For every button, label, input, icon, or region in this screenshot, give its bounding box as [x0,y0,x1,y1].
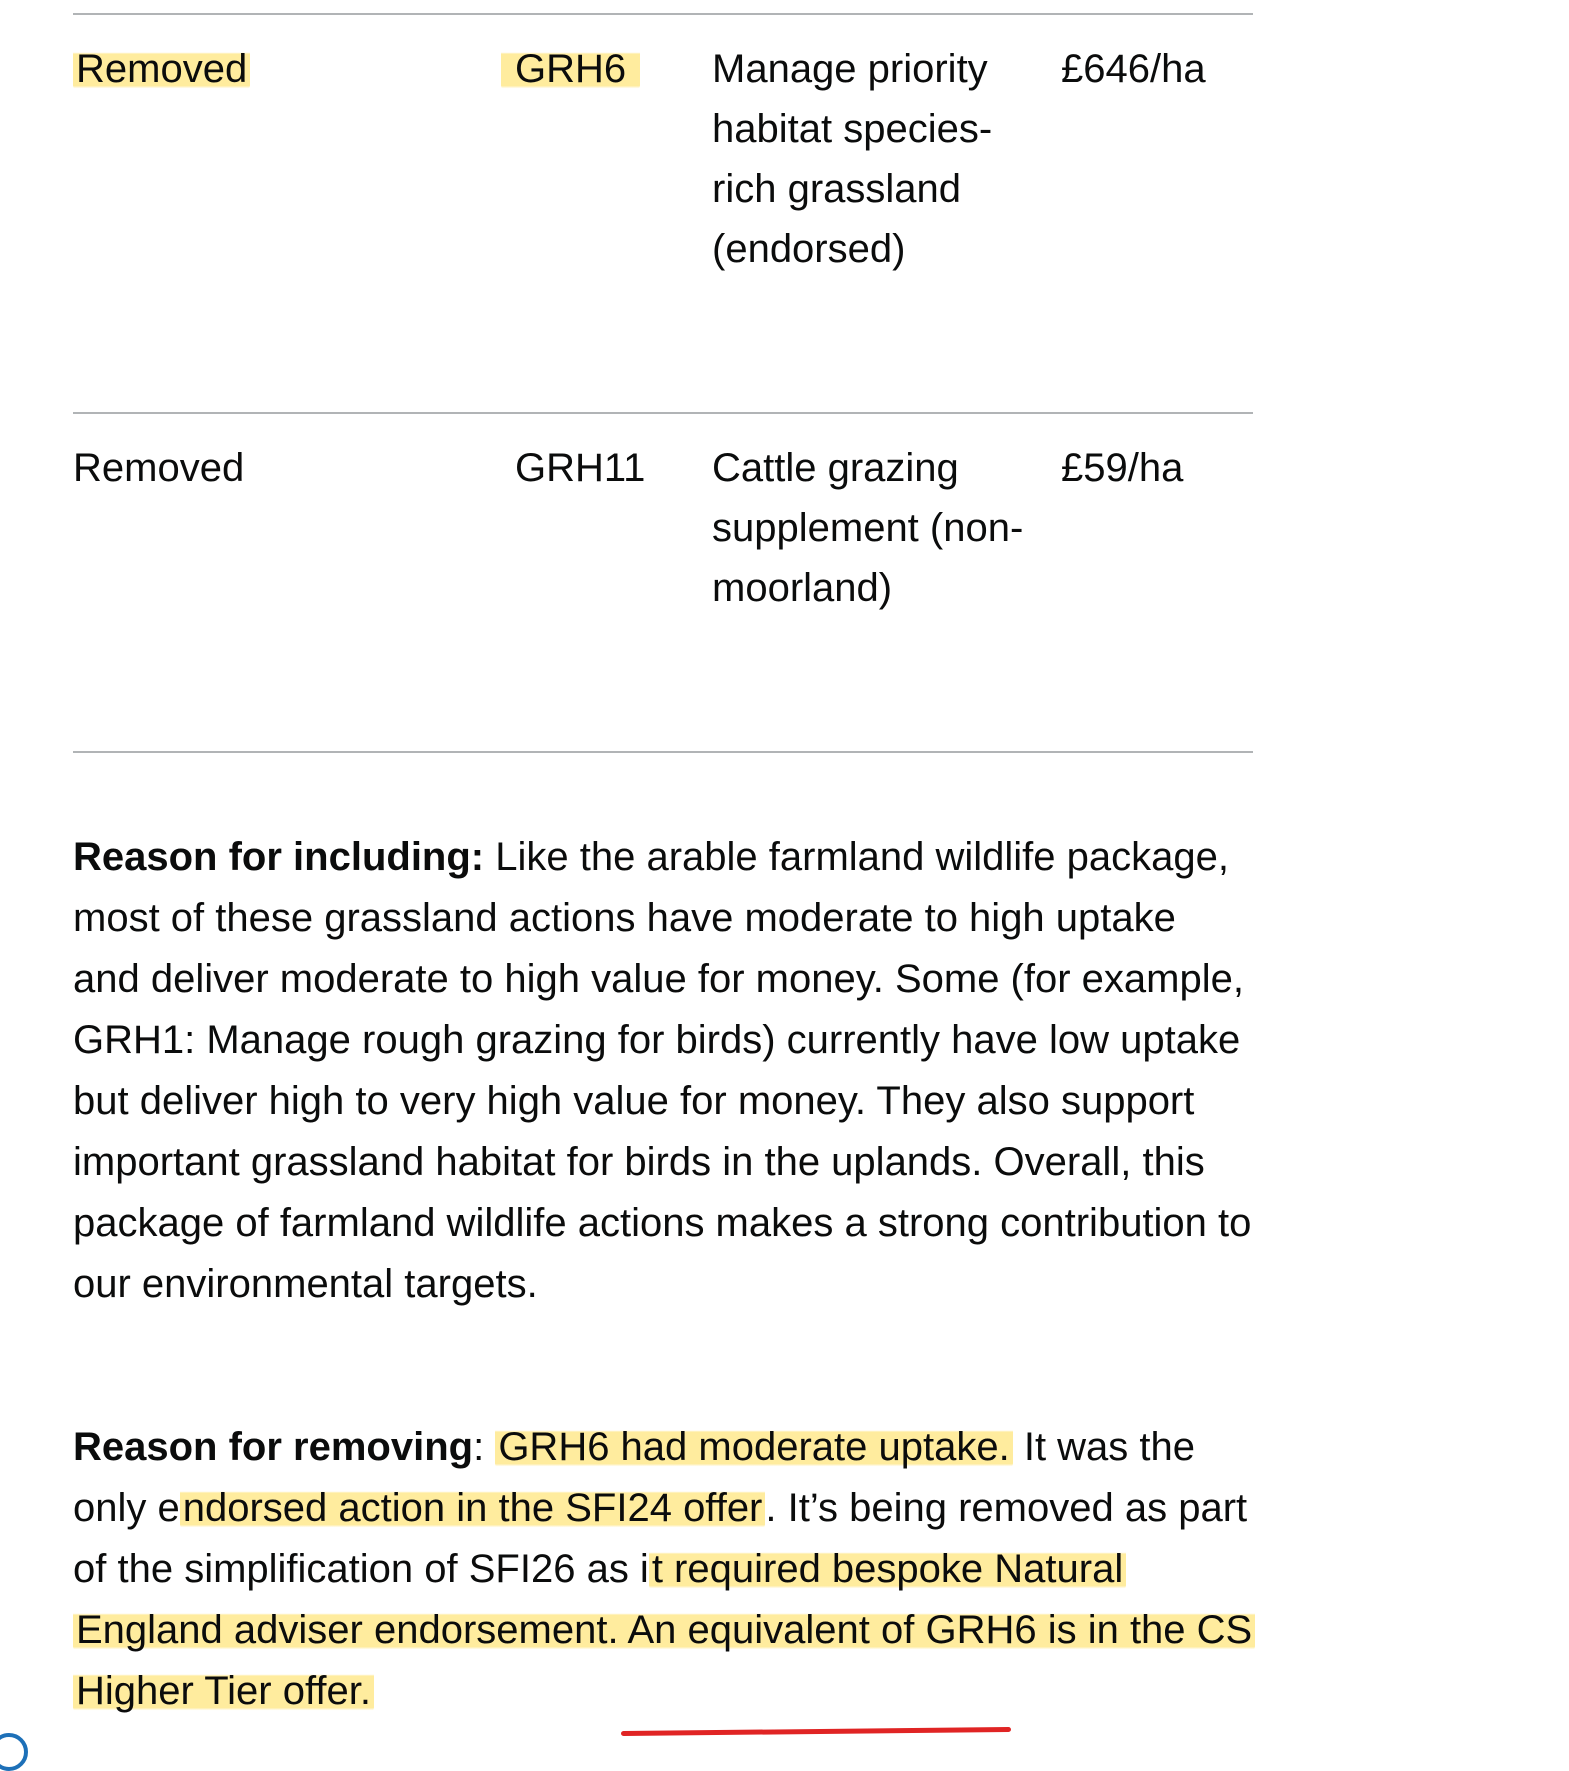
description-cell: Cattle grazing supplement (non-moorland) [712,446,1024,610]
description-cell: Manage priority habitat species-rich grassland (endorsed) [712,47,993,271]
reason-removing-text: . It’s being removed as part of the simplification of SFI26 as i [73,1486,1248,1591]
highlight-uptake: GRH6 had moderate uptake. [495,1425,1012,1469]
highlighted-code: GRH6 [501,47,640,91]
code-cell [515,39,695,99]
reason-removing-label: Reason for removing [73,1425,474,1469]
status-cell [73,39,493,99]
table-divider [73,412,1253,414]
status-cell: Removed [73,446,245,490]
table-divider [73,13,1253,15]
highlighted-status: Removed [73,47,250,91]
reason-including-text: Like the arable farmland wildlife package, most of these grassland actions have moderate to high uptake and deliver moderate to high value for money. Some (for example, GRH1: Manage rough grazing for birds) currently have low uptake but deliver high to very high value for money. They also support important grassland habitat for birds in the uplands. Overall, this package of farmland wildlife actions makes a strong contribution to our environmental targets. [73,835,1252,1306]
reason-for-including [73,827,1253,1315]
table-divider [73,751,1253,753]
rate-cell: £646/ha [1061,47,1206,91]
reason-removing-text: It was the only e [73,1425,1196,1530]
rate-cell: £59/ha [1061,446,1184,490]
code-cell: GRH11 [515,446,646,490]
corner-circle-icon [0,1733,28,1771]
reason-removing-colon: : [473,1425,496,1469]
highlight-endorsement: t required bespoke Natural England adviser endorsement. An equivalent of GRH6 is in the CS Higher Tier offer. [73,1547,1255,1713]
reason-for-removing [73,1417,1253,1722]
reason-including-label: Reason for including: [73,835,485,879]
red-underline-annotation [621,1727,1011,1736]
highlight-endorsed: ndorsed action in the SFI24 offer [180,1486,766,1530]
